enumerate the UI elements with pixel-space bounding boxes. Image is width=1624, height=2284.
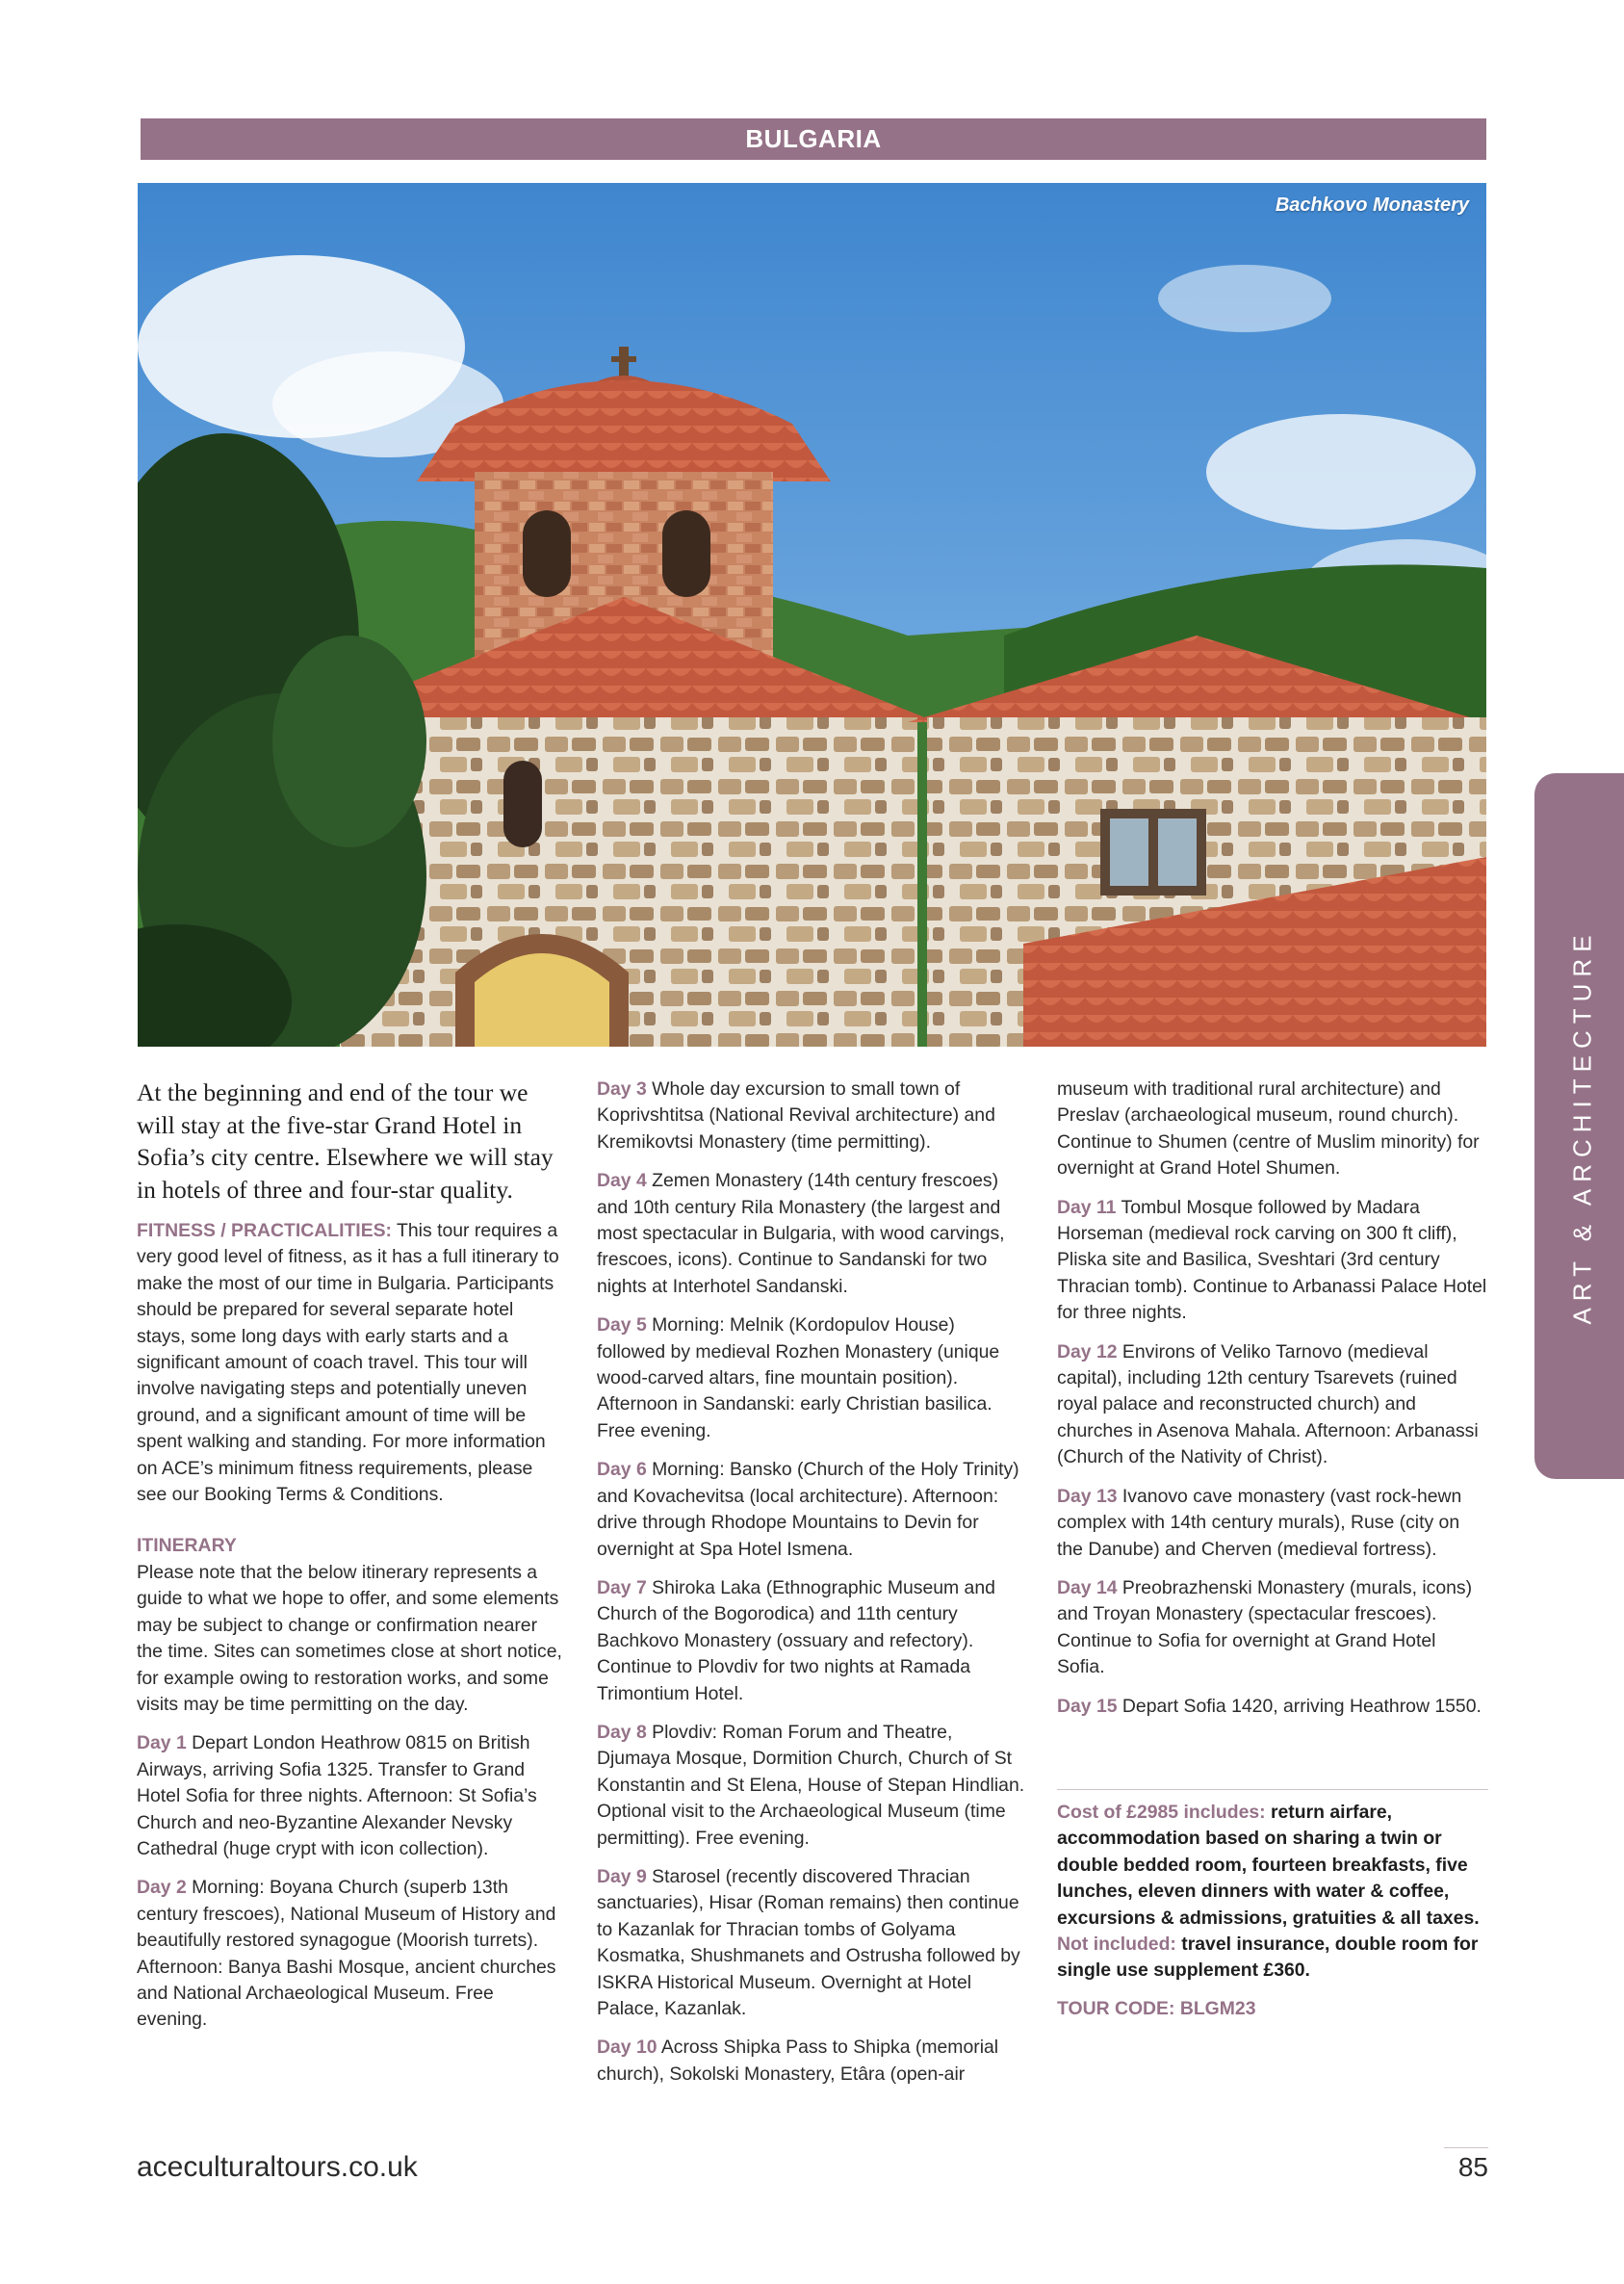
day-label: Day 8 — [597, 1721, 647, 1743]
itinerary-day-continued: museum with traditional rural architecture) and Preslav (archaeological museum, round church). Continue to Shumen (centre of Muslim minority) for overnight at Grand Hotel Shumen. — [1057, 1078, 1480, 1180]
photo-caption: Bachkovo Monastery — [1275, 195, 1469, 216]
footer-website: aceculturaltours.co.uk — [137, 2151, 418, 2183]
itinerary-day — [1057, 1339, 1488, 1471]
itinerary-note: Please note that the below itinerary represents a guide to what we hope to offer, and some elements may be subject to change or confirmation nearer the time. Sites can sometimes close at short notice, for example owing to restoration works, and some visits may be time permitting on the day. — [137, 1561, 562, 1715]
itinerary-day — [597, 1312, 1028, 1444]
day-text: Depart London Heathrow 0815 on British Airways, arriving Sofia 1325. Transfer to Grand Hotel Sofia for three nights. Afternoon: St Sofia’s Church and neo-Byzantine Alexander Nevsky Cathedral (huge crypt with icon collection). — [137, 1732, 537, 1859]
day-text: Whole day excursion to small town of Koprivshtitsa (National Revival architecture) and Kremikovtsi Monastery (time permitting). — [597, 1078, 995, 1153]
day-text: Tombul Mosque followed by Madara Horseman (medieval rock carving on 300 ft cliff), Pliska site and Basilica, Sveshtari (3rd century Thracian tomb). Continue to Arbanassi Palace Hotel for three nights. — [1057, 1196, 1487, 1324]
day-label: Day 5 — [597, 1314, 647, 1337]
itinerary-heading: ITINERARY — [137, 1535, 237, 1557]
itinerary-day — [1057, 1484, 1488, 1563]
day-label: Day 11 — [1057, 1196, 1117, 1218]
text-column-2 — [597, 1077, 1028, 2100]
day-text: Starosel (recently discovered Thracian sanctuaries), Hisar (Roman remains) then continue to Kazanlak for Thracian tombs of Golyama Kosmatka, Shushmanets and Ostrusha followed by ISKRA Historical Museum. Overnight at Hotel Palace, Kazanlak. — [597, 1865, 1020, 2019]
day-text: Morning: Melnik (Kordopulov House) followed by medieval Rozhen Monastery (unique wood-carved altars, fine mountain position). Afternoon in Sandanski: early Christian basilica. Free evening. — [597, 1314, 1000, 1441]
day-text: Shiroka Laka (Ethnographic Museum and Church of the Bogorodica) and 11th century Bachkovo Monastery (ossuary and refectory). Continue to Plovdiv for two nights at Ramada Trimontium Hotel. — [597, 1576, 995, 1704]
day-label: Day 12 — [1057, 1340, 1118, 1363]
intro-paragraph: At the beginning and end of the tour we will stay at the five-star Grand Hotel in Sofia’s city centre. Elsewhere we will stay in hotels of three and four-star quality. — [137, 1078, 554, 1204]
fitness-paragraph — [137, 1218, 566, 1508]
hero-photo — [138, 183, 1486, 1047]
day-text: Morning: Boyana Church (superb 13th century frescoes), National Museum of History and beautifully restored synagogue (Moorish turrets). Afternoon: Banya Bashi Mosque, ancient churches and National Archaeological Museum. Free evening. — [137, 1877, 556, 2031]
day-label: Day 2 — [137, 1877, 187, 1899]
day-text: Morning: Bansko (Church of the Holy Trinity) and Kovachevitsa (local architecture). Afternoon: drive through Rhodope Mountains to Devin for overnight at Spa Hotel Ismena. — [597, 1459, 1019, 1560]
day-label: Day 14 — [1057, 1576, 1118, 1598]
day-label: Day 15 — [1057, 1695, 1118, 1717]
cost-includes: return airfare, accommodation based on sharing a twin or double bedded room, fourteen breakfasts, five lunches, eleven dinners with water & coffee, excursions & admissions, gratuities & all taxes. — [1057, 1801, 1480, 1929]
day-label: Day 3 — [597, 1078, 647, 1100]
text-column-3 — [1057, 1077, 1488, 2022]
country-banner — [141, 118, 1486, 160]
not-included-text: travel insurance, double room for single use supplement £360. — [1057, 1933, 1479, 1982]
itinerary-day — [597, 2035, 1028, 2088]
day-text: Environs of Veliko Tarnovo (medieval capital), including 12th century Tsarevets (ruined royal palace and reconstructed church) and churches in Asenova Mahala. Afternoon: Arbanassi (Church of the Nativity of Christ). — [1057, 1340, 1479, 1468]
day-text: Ivanovo cave monastery (vast rock-hewn complex with 14th century murals), Ruse (city on the Danube) and Cherven (medieval fortress). — [1057, 1485, 1462, 1560]
itinerary-day — [597, 1720, 1028, 1852]
tour-code: TOUR CODE: BLGM23 — [1057, 1997, 1256, 2019]
itinerary-day — [597, 1457, 1028, 1563]
itinerary-day — [597, 1077, 1028, 1155]
itinerary-day — [137, 1875, 566, 2033]
day-label: Day 4 — [597, 1170, 647, 1192]
day-text: Zemen Monastery (14th century frescoes) and 10th century Rila Monastery (the largest and most spectacular in Bulgaria, with wood carvings, frescoes, icons). Continue to Sandanski for two nights at Interhotel Sandanski. — [597, 1170, 1005, 1297]
day-text: Across Shipka Pass to Shipka (memorial church), Sokolski Monastery, Etâra (open-air — [597, 2037, 999, 2085]
fitness-text: This tour requires a very good level of fitness, as it has a full itinerary to make the most of our time in Bulgaria. Participants should be prepared for several separate hotel stays, some long days with early starts and a significant amount of coach travel. This tour will involve navigating steps and potentially uneven ground, and a significant amount of time will be spent walking and standing. For more information on ACE’s minimum fitness requirements, please see our Booking Terms & Conditions. — [137, 1220, 559, 1506]
day-label: Day 6 — [597, 1459, 647, 1481]
day-text: Preobrazhenski Monastery (murals, icons) and Troyan Monastery (spectacular frescoes). Continue to Sofia for overnight at Grand Hotel Sofia. — [1057, 1576, 1473, 1678]
side-tab-label: ART & ARCHITECTURE — [1567, 927, 1597, 1325]
itinerary-day — [597, 1168, 1028, 1300]
cost-block — [1057, 1789, 1488, 1985]
day-label: Day 13 — [1057, 1485, 1118, 1507]
itinerary-day — [1057, 1575, 1488, 1681]
not-included-heading: Not included: — [1057, 1933, 1176, 1955]
section-side-tab — [1534, 773, 1624, 1479]
day-text: Depart Sofia 1420, arriving Heathrow 1550. — [1117, 1695, 1482, 1717]
itinerary-day — [1057, 1195, 1488, 1327]
day-label: Day 1 — [137, 1732, 187, 1754]
day-label: Day 9 — [597, 1865, 647, 1887]
cost-heading: Cost of £2985 includes: — [1057, 1801, 1266, 1823]
text-column-1 — [137, 1077, 566, 2046]
page-number: 85 — [1444, 2147, 1488, 2183]
itinerary-day — [137, 1730, 566, 1862]
day-label: Day 10 — [597, 2037, 657, 2059]
monastery-illustration — [138, 183, 1486, 1047]
day-label: Day 7 — [597, 1576, 647, 1598]
country-title: BULGARIA — [745, 124, 882, 153]
fitness-heading: FITNESS / PRACTICALITIES: — [137, 1220, 393, 1241]
itinerary-day — [597, 1864, 1028, 2022]
itinerary-day — [597, 1575, 1028, 1707]
day-text: Plovdiv: Roman Forum and Theatre, Djumaya Mosque, Dormition Church, Church of St Konstantin and St Elena, House of Stepan Hindlian. Optional visit to the Archaeological Museum (time permitting). Free evening. — [597, 1721, 1025, 1849]
itinerary-day — [1057, 1694, 1488, 1720]
